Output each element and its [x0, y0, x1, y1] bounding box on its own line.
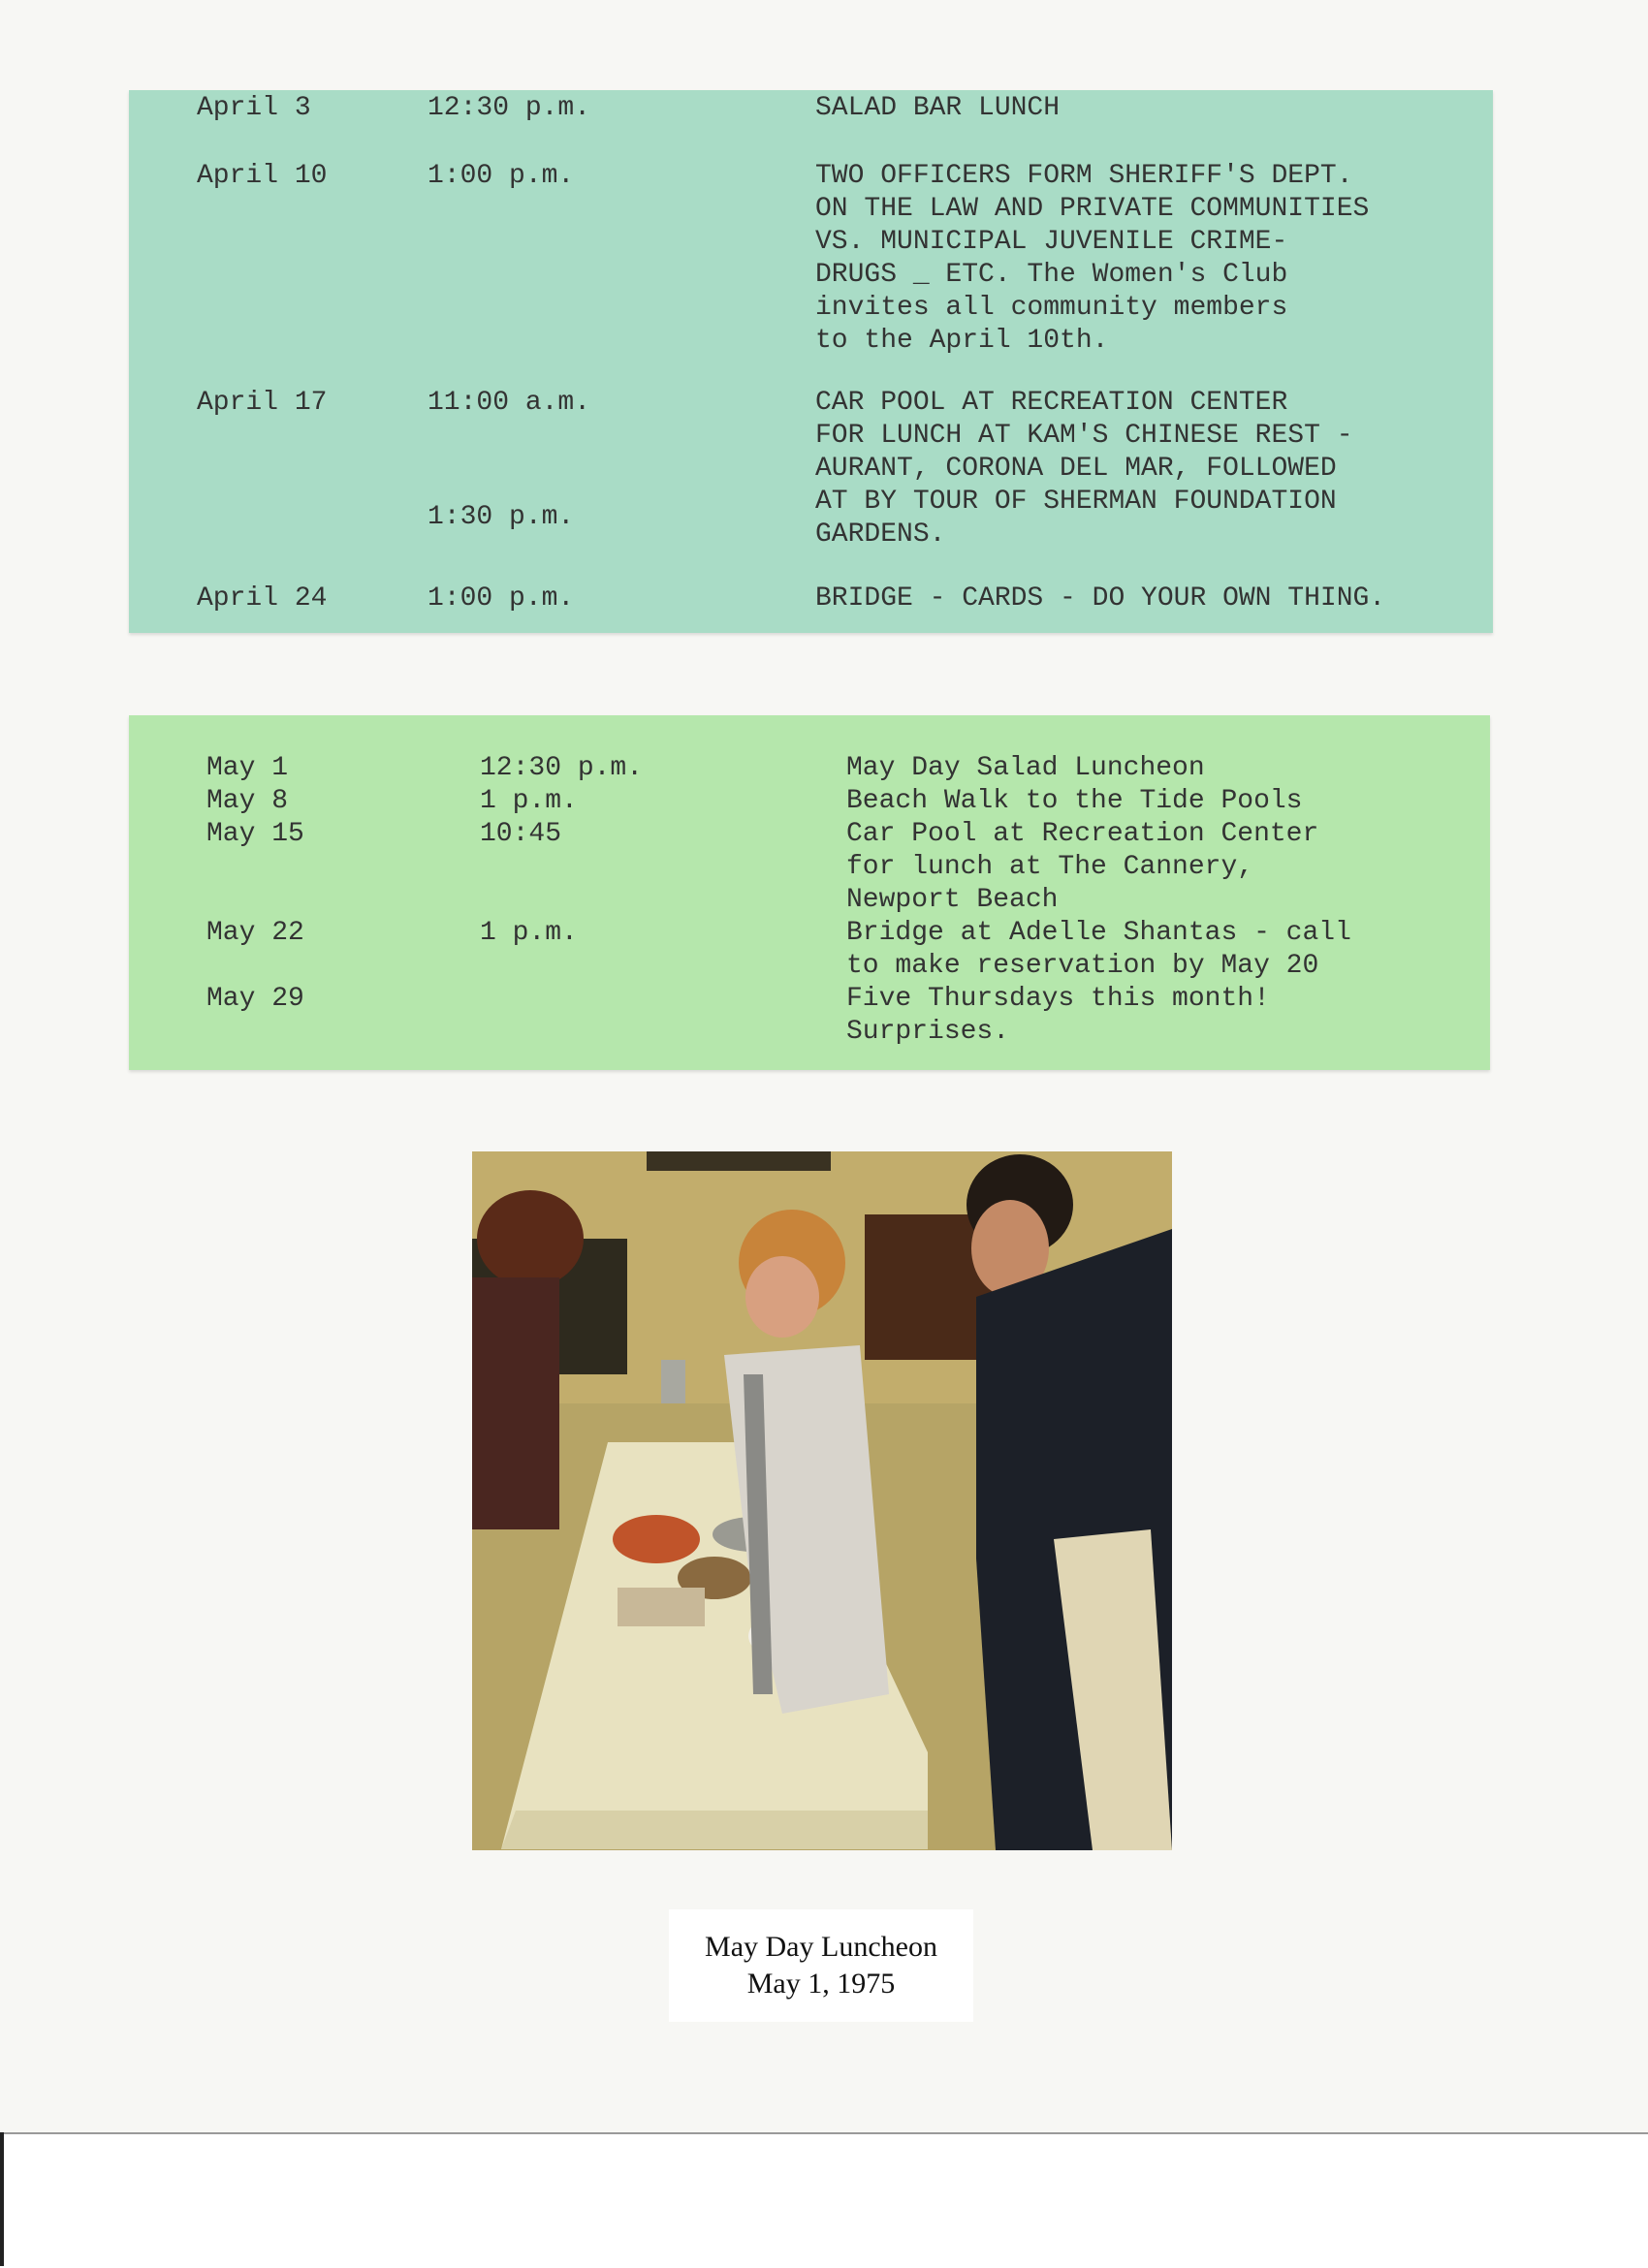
- schedule-time: 1:00 p.m.: [428, 583, 575, 614]
- schedule-date: May 22: [206, 918, 304, 948]
- schedule-description: Beach Walk to the Tide Pools: [846, 786, 1303, 816]
- schedule-date: May 15: [206, 819, 304, 849]
- schedule-date: May 1: [206, 753, 289, 783]
- schedule-description: May Day Salad Luncheon: [846, 753, 1205, 783]
- may-schedule-slip: [129, 715, 1490, 1070]
- schedule-date: April 10: [197, 161, 328, 191]
- schedule-time: 12:30 p.m.: [428, 93, 591, 123]
- scan-edge-mark: [0, 2132, 4, 2266]
- schedule-description: TWO OFFICERS FORM SHERIFF'S DEPT. ON THE LAW AND PRIVATE COMMUNITIES VS. MUNICIPAL JUVENILE CRIME- DRUGS _ ETC. The Women's Club invites all community members to the April 10th.: [815, 161, 1370, 356]
- schedule-time: 1 p.m.: [480, 786, 578, 816]
- luncheon-photo: [472, 1151, 1172, 1850]
- april-schedule-slip: [129, 90, 1493, 633]
- schedule-description: BRIDGE - CARDS - DO YOUR OWN THING.: [815, 583, 1386, 614]
- schedule-time-secondary: 1:30 p.m.: [428, 502, 575, 532]
- schedule-date: May 29: [206, 984, 304, 1014]
- schedule-time: 11:00 a.m.: [428, 388, 591, 418]
- schedule-time: 1:00 p.m.: [428, 161, 575, 191]
- schedule-description: CAR POOL AT RECREATION CENTER FOR LUNCH AT KAM'S CHINESE REST - AURANT, CORONA DEL MAR, FOLLOWED AT BY TOUR OF SHERMAN FOUNDATION GARDENS.: [815, 388, 1353, 550]
- schedule-date: April 17: [197, 388, 328, 418]
- caption-title: May Day Luncheon: [705, 1931, 937, 1963]
- photo-caption: [669, 1909, 973, 2022]
- schedule-description: Bridge at Adelle Shantas - call to make reservation by May 20: [846, 918, 1351, 981]
- luncheon-photo-illustration: [472, 1151, 1172, 1850]
- schedule-description: Five Thursdays this month! Surprises.: [846, 984, 1270, 1047]
- schedule-time: 10:45: [480, 819, 562, 849]
- schedule-description: SALAD BAR LUNCH: [815, 93, 1061, 123]
- caption-date: May 1, 1975: [746, 1968, 896, 2000]
- schedule-time: 12:30 p.m.: [480, 753, 644, 783]
- schedule-date: May 8: [206, 786, 289, 816]
- schedule-description: Car Pool at Recreation Center for lunch at The Cannery, Newport Beach: [846, 819, 1319, 915]
- schedule-date: April 24: [197, 583, 328, 614]
- schedule-time: 1 p.m.: [480, 918, 578, 948]
- schedule-date: April 3: [197, 93, 311, 123]
- scanner-bed-edge: [0, 2132, 1648, 2268]
